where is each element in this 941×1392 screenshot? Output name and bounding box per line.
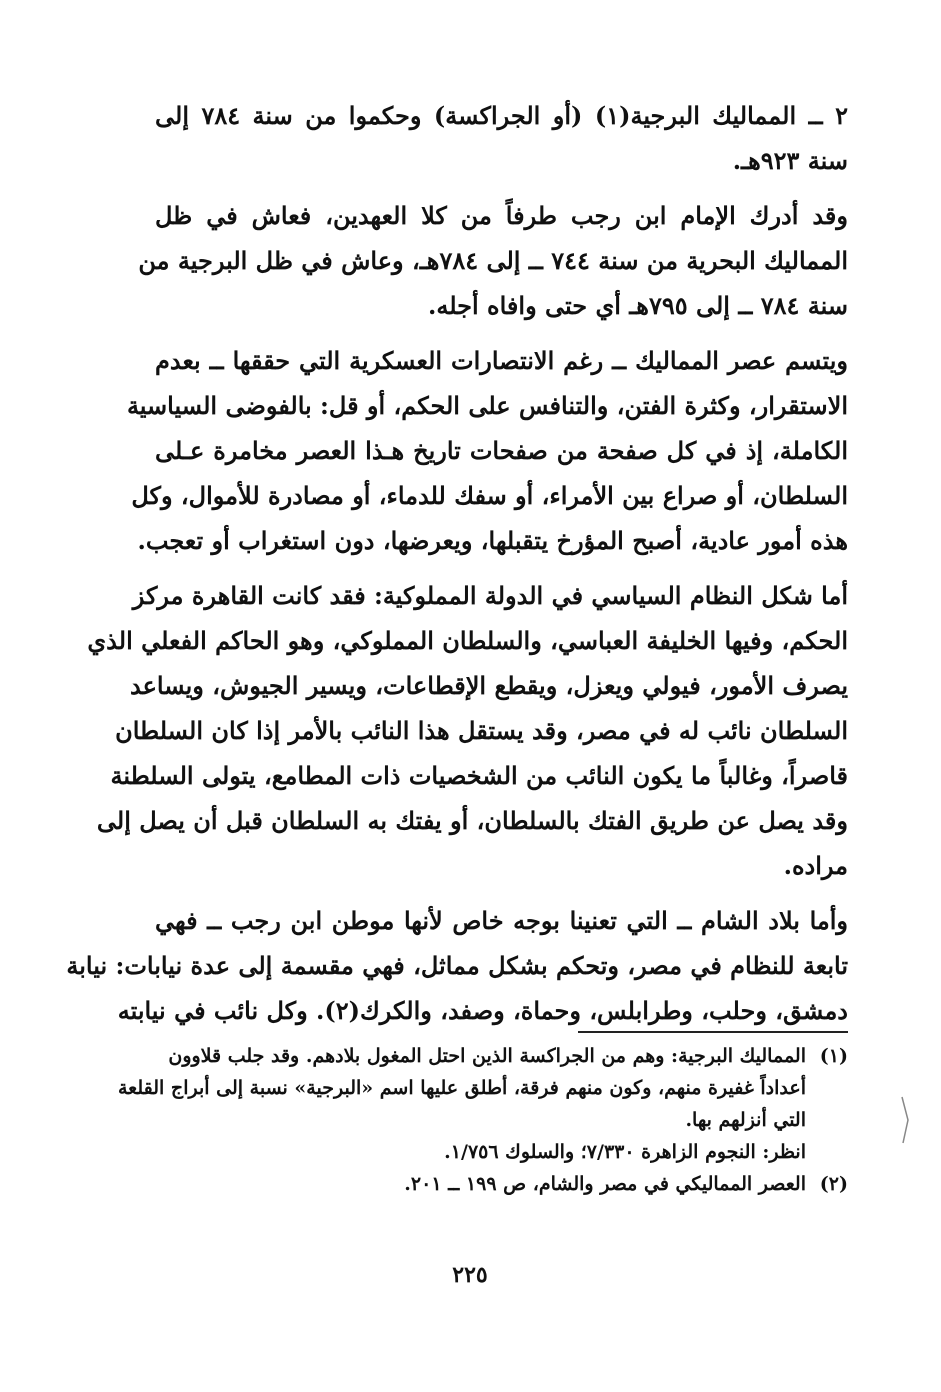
text-line: تابعة للنظام في مصر، وتحكم بشكل مماثل، فهي مقسمة إلى عدة نيابات: نيابة (66, 951, 848, 980)
text-line: الاستقرار، وكثرة الفتن، والتنافس على الحكم، أو قل: بالفوضى السياسية (126, 391, 848, 420)
text-line: وأما بلاد الشام ــ التي تعنينا بوجه خاص لأنها موطن ابن رجب ــ فهي (155, 906, 848, 935)
page-number: ٢٢٥ (452, 1262, 488, 1288)
text-line: السلطان، أو صراع بين الأمراء، أو سفك للدماء، أو مصادرة للأموال، وكل (131, 481, 848, 510)
text-line: هذه أمور عادية، أصبح المؤرخ يتقبلها، ويعرضها، دون استغراب أو تعجب. (137, 526, 848, 555)
text-line: المماليك البحرية من سنة ٧٤٤ ــ إلى ٧٨٤هـ، وعاش في ظل البرجية من (138, 246, 848, 275)
text-line: سنة ٩٢٣هـ. (732, 146, 848, 175)
footnote-line (150, 1168, 848, 1200)
text-line: السلطان نائب له في مصر، وقد يستقل هذا النائب بالأمر إذا كان السلطان (115, 716, 848, 745)
text-line: ٢ ــ المماليك البرجية(١) (أو الجراكسة) وحكموا من سنة ٧٨٤ إلى (155, 101, 848, 130)
text-line: ويتسم عصر المماليك ــ رغم الانتصارات العسكرية التي حققها ــ بعدم (155, 346, 848, 375)
text-line: قاصراً، وغالباً ما يكون النائب من الشخصيات ذات المطامع، يتولى السلطنة (110, 761, 848, 790)
text-line: الحكم، وفيها الخليفة العباسي، والسلطان المملوكي، وهو الحاكم الفعلي الذي (87, 626, 848, 655)
text-line: أما شكل النظام السياسي في الدولة المملوكية: فقد كانت القاهرة مركز (132, 581, 848, 610)
footnote-1 (118, 1040, 848, 1168)
footnote-number: (١) (819, 1045, 848, 1067)
footnote-2 (150, 1168, 848, 1200)
paragraph-2 (138, 193, 848, 328)
scan-artifact-mark (900, 1095, 910, 1145)
footnote-line: انظر: النجوم الزاهرة ٧/٣٣٠؛ والسلوك ١/٧٥٦. (444, 1141, 806, 1163)
footnotes (118, 1040, 848, 1200)
text-line: يصرف الأمور، فيولي ويعزل، ويقطع الإقطاعات، ويسير الجيوش، ويساعد (129, 671, 848, 700)
paragraph-1 (155, 93, 848, 183)
main-text (66, 93, 848, 1043)
text-line: وقد يصل عن طريق الفتك بالسلطان، أو يفتك به السلطان قبل أن يصل إلى (96, 806, 848, 835)
footnote-line: أعداداً غفيرة منهم، وكون منهم فرقة، أطلق عليها اسم «البرجية» نسبة إلى أبراج القلعة (118, 1077, 806, 1099)
text-line: سنة ٧٨٤ ــ إلى ٧٩٥هـ أي حتى وافاه أجله. (428, 291, 848, 320)
text-line: دمشق، وحلب، وطرابلس، وحماة، وصفد، والكرك(٢). وكل نائب في نيابته (117, 996, 848, 1025)
footnote-number: (٢) (819, 1173, 848, 1195)
footnote-separator (578, 1031, 848, 1033)
paragraph-5 (66, 898, 848, 1033)
footnote-text: العصر المماليكي في مصر والشام، ص ١٩٩ ــ ٢٠١. (404, 1173, 806, 1195)
text-line: مراده. (783, 851, 848, 880)
paragraph-4 (87, 573, 848, 888)
footnote-line (150, 1040, 848, 1072)
footnote-text: المماليك البرجية: وهم من الجراكسة الذين احتل المغول بلادهم. وقد جلب قلاوون (168, 1045, 806, 1067)
paragraph-3 (126, 338, 848, 563)
footnote-line: التي أنزلهم بها. (685, 1109, 806, 1131)
text-line: وقد أدرك الإمام ابن رجب طرفاً من كلا العهدين، فعاش في ظل (155, 201, 848, 230)
text-line: الكاملة، إذ في كل صفحة من صفحات تاريخ هـذا العصر مخامرة عـلى (155, 436, 848, 465)
